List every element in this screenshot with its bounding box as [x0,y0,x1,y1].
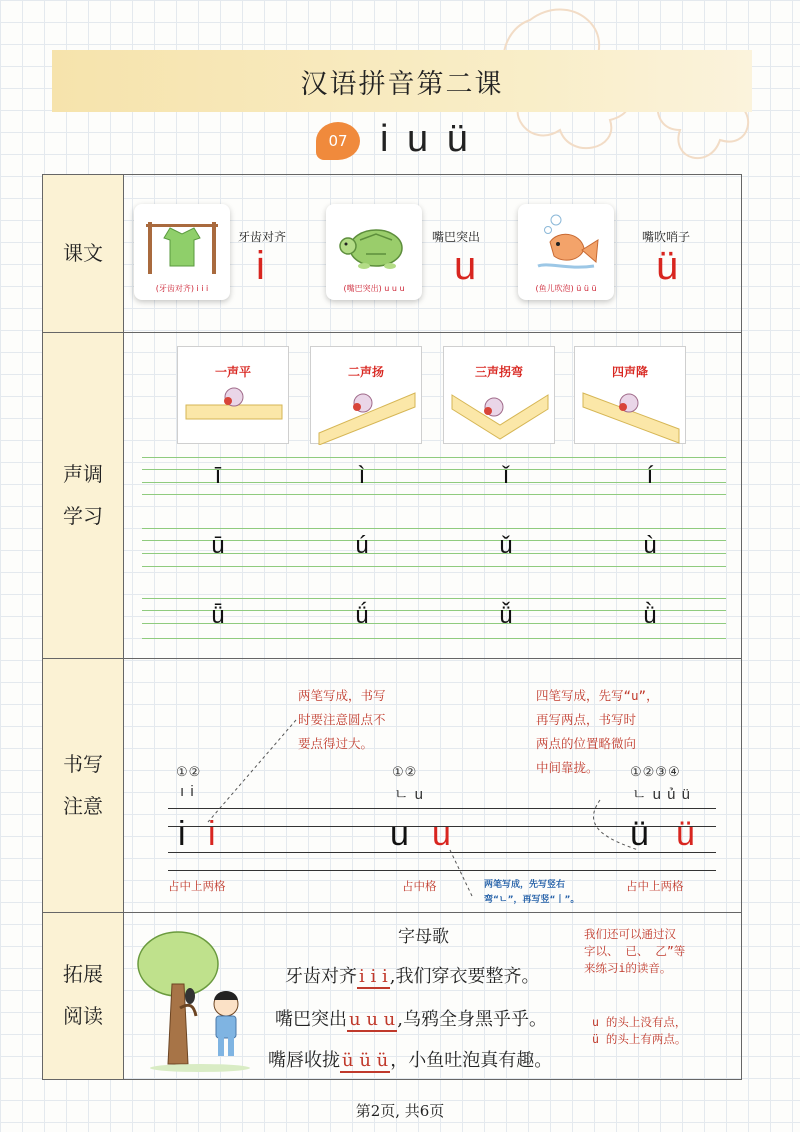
kewen-label: 嘴巴突出 [432,230,481,244]
page-footer: 第2页, 共6页 [355,1102,445,1120]
stroke-numbers: ①②③④ [630,764,681,779]
kewen-label: 牙齿对齐 [238,230,287,244]
position-label: 占中上两格 [626,879,684,893]
song-line: 嘴巴突出 u u u ,乌鸦全身黑乎乎。 [275,1009,547,1030]
kewen-card-v [518,204,614,300]
song-title: 字母歌 [398,927,449,947]
tone-pinyin: ǐ [503,462,509,489]
page-title: 汉语拼音第二课 [300,68,504,100]
kewen-card-u [326,204,422,300]
writing-letter-red: i [208,815,216,853]
title-banner [52,50,752,112]
stroke-numbers: ①② [392,764,418,779]
tone-box-2 [310,346,422,444]
section-label-tuozhan-2: 阅读 [63,1004,103,1028]
writing-letter-black: i [178,815,186,853]
kewen-letter: ü [656,244,679,288]
guide-line [142,457,726,458]
guide-line [142,598,726,599]
writing-letter-red: u [432,815,451,853]
tone-pinyin: ù [643,532,657,559]
stroke-sequence: ㄴ u ủ ü [632,786,692,803]
song-line: 嘴唇收拢 ü ü ü ，小鱼吐泡真有趣。 [268,1050,553,1071]
tone-pinyin: ū [211,532,225,559]
tone-pinyin: ǖ [211,602,225,629]
section-label-shuxie-2: 注意 [63,794,103,818]
kewen-card-caption: (鱼儿吹泡) ü ü ü [535,284,597,293]
tone-pinyin: ǘ [355,602,369,629]
position-label: 占中格 [402,879,437,893]
reading-note-top: 我们还可以通过汉 字以、 已、 乙”等 来练习i的读音。 [584,927,686,975]
tone-dipping-illustration-icon [444,377,556,445]
lesson-number: 07 [328,132,348,150]
stroke-sequence: ı i [180,783,195,800]
turtle-icon [336,216,412,272]
tone-pinyin: ǔ [499,532,513,559]
writing-letter-black: ü [630,815,649,853]
guide-line [142,528,726,529]
row-divider [42,658,742,659]
reading-note-bottom: u 的头上没有点， ü 的头上有两点。 [592,1015,687,1046]
position-label: 占中上两格 [168,879,226,893]
tone-pinyin: ì [358,462,366,489]
section-label-shuxie-1: 书写 [63,752,103,776]
kewen-letter: i [256,244,265,288]
tone-pinyin: ú [355,532,369,559]
stroke-numbers: ①② [176,764,202,779]
section-label-kewen: 课文 [63,241,103,265]
song-line: 牙齿对齐 i i i ,我们穿衣要整齐。 [285,966,540,987]
tree-and-boy-illustration-icon [130,924,260,1074]
row-divider [42,912,742,913]
tone-pinyin: ǜ [643,602,657,629]
tone-box-3 [443,346,555,444]
tone-pinyin: ǚ [499,602,513,629]
section-label-shengdiao-2: 学习 [63,504,103,528]
tone-pinyin: í [646,462,654,489]
writing-note-v: 四笔写成，先写“u”， 再写两点，书写时 两点的位置略微向 中间靠拢。 [536,688,659,775]
tone-label: 四声降 [611,365,648,379]
writing-note-u: 两笔写成，先写竖右 弯“ㄴ”，再写竖“丨”。 [484,880,580,905]
guide-line [142,638,726,639]
tone-rising-illustration-icon [311,377,423,445]
lesson-heading: i u ü [380,118,472,160]
tone-pinyin: ī [214,462,222,489]
kewen-label: 嘴吹哨子 [642,230,691,244]
tone-flat-illustration-icon [178,377,290,445]
kewen-card-caption: (牙齿对齐) i i i [155,284,209,293]
tone-box-1 [177,346,289,444]
tone-box-4 [574,346,686,444]
fish-blowing-bubbles-icon [528,212,604,274]
lesson-number-badge [316,122,360,160]
tone-label: 一声平 [214,365,251,379]
writing-letter-red: ü [676,815,695,853]
writing-note-i: 两笔写成，书写 时要注意圆点不 要点得过大。 [298,688,386,751]
row-divider [42,332,742,333]
kewen-letter: u [454,244,477,288]
section-label-shengdiao-1: 声调 [63,462,103,486]
tone-falling-illustration-icon [575,377,687,445]
tone-label: 三声拐弯 [474,365,523,379]
clothes-on-rack-icon [142,214,222,276]
kewen-card-caption: (嘴巴突出) u u u [343,284,405,293]
guide-line [142,494,726,495]
section-label-tuozhan-1: 拓展 [63,962,103,986]
guide-line [142,566,726,567]
stroke-sequence: ㄴ u [394,786,424,803]
writing-letter-black: u [390,815,409,853]
pointer-lines [160,700,760,900]
kewen-card-i [134,204,230,300]
tone-label: 二声扬 [347,365,384,379]
